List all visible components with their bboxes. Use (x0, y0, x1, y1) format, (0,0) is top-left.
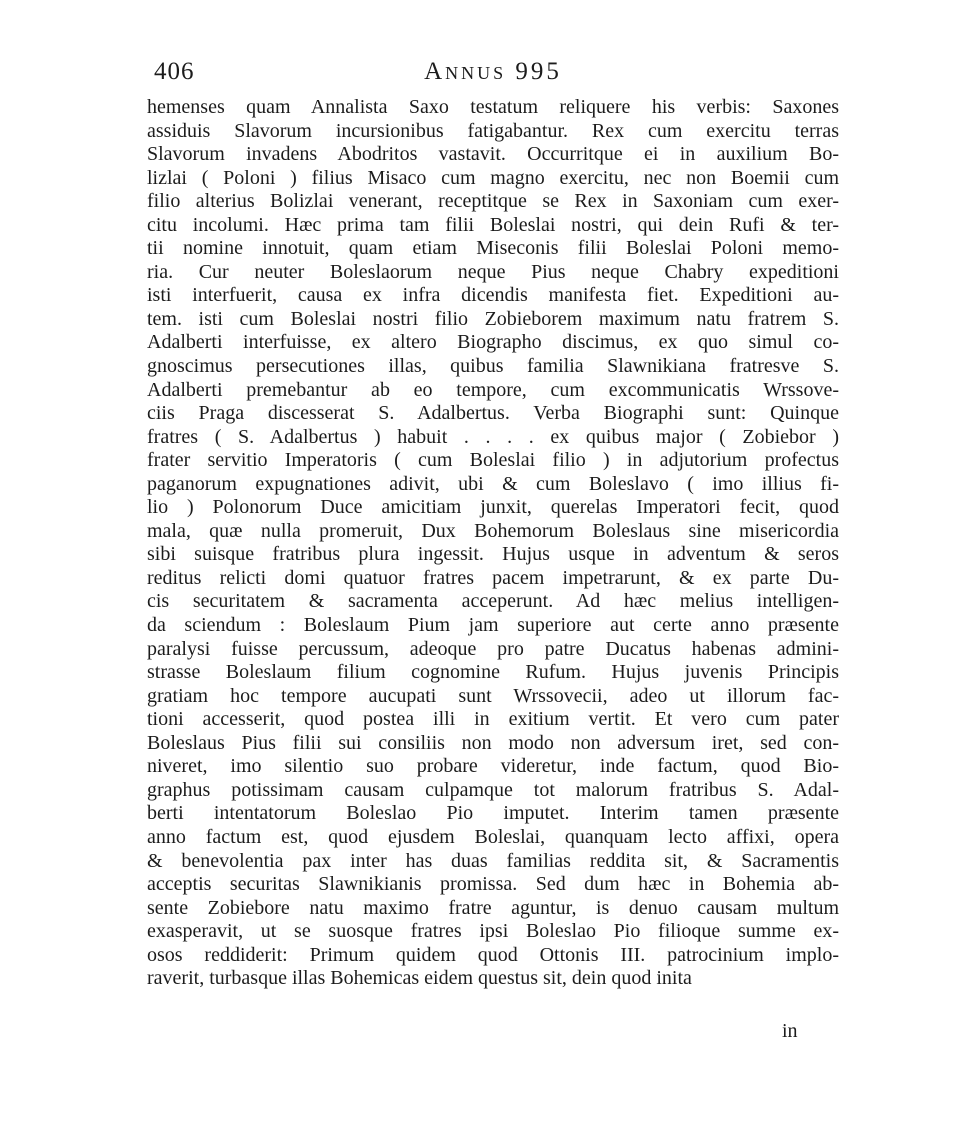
text-line: anno factum est, quod ejusdem Boleslai, quanquam lecto affixi, opera (147, 825, 839, 848)
running-head: Annus 995 (424, 58, 562, 85)
text-line: frater servitio Imperatoris ( cum Boleslai filio ) in adjutorium profectus (147, 449, 839, 472)
page-number: 406 (154, 58, 195, 85)
text-line: cis securitatem & sacramenta acceperunt. Ad hæc melius intelligen- (147, 590, 839, 613)
text-line: tii nomine innotuit, quam etiam Misecоnis filii Boleslai Poloni memo- (147, 237, 839, 260)
text-line: paralysi fuisse percussum, adeoque pro patre Ducatus habenas admini- (147, 637, 839, 660)
text-line: Slavorum invadens Abodritos vastavit. Occurritque ei in auxilium Bo- (147, 143, 839, 166)
text-line: sente Zobiebore natu maximo fratre aguntur, is denuo causam multum (147, 896, 839, 919)
page-header (148, 58, 838, 92)
text-line: citu incolumi. Hæc prima tam filii Boleslai nostri, qui dein Rufi & ter- (147, 213, 839, 236)
text-line: berti intentatorum Boleslao Pio imputet. Interim tamen præsente (147, 802, 839, 825)
text-line: hemenses quam Annalista Saxo testatum reliquere his verbis: Saxones (147, 96, 839, 118)
text-line: Adalberti premebantur ab eo tempore, cum excommunicatis Wrssove- (147, 378, 839, 401)
text-line: acceptis securitas Slawnikianis promissa. Sed dum hæc in Bohemia ab- (147, 873, 839, 896)
text-line: ciis Praga discesserat S. Adalbertus. Verba Biographi sunt: Quinque (147, 402, 839, 425)
catchword: in (782, 1020, 798, 1042)
text-line: osos reddiderit: Primum quidem quod Ottonis III. patrocinium implo- (147, 943, 839, 966)
text-line: gratiam hoc tempore aucupati sunt Wrssovecii, adeo ut illorum fac- (147, 684, 839, 707)
text-line: fratres ( S. Adalbertus ) habuit . . . . ex quibus major ( Zobiebor ) (147, 425, 839, 448)
text-line: isti interfuerit, causa ex infra dicendis manifesta fiet. Expeditioni au- (147, 284, 839, 307)
text-line: da sciendum : Boleslaum Pium jam superiore aut certe anno præsente (147, 614, 839, 637)
text-line: ria. Cur neuter Boleslaorum neque Pius neque Chabry expeditioni (147, 260, 839, 283)
text-line: & benevolentia pax inter has duas familias reddita sit, & Sacramentis (147, 849, 839, 872)
text-line: Boleslaus Pius filii sui consiliis non modo non adversum iret, sed con- (147, 731, 839, 754)
text-line: tioni accesserit, quod postea illi in exitium vertit. Et vero cum pater (147, 708, 839, 731)
text-line: mala, quæ nulla promeruit, Dux Bohemorum Boleslaus sine misericordia (147, 519, 839, 542)
text-line: Adalberti interfuisse, ex altero Biographo discimus, ex quo simul co- (147, 331, 839, 354)
text-line: sibi suisque fratribus plura ingessit. Hujus usque in adventum & seros (147, 543, 839, 566)
text-line: gnoscimus persecutiones illas, quibus familia Slawnikiana fratresve S. (147, 355, 839, 378)
text-line: assiduis Slavorum incursionibus fatigabantur. Rex cum exercitu terras (147, 119, 839, 142)
text-line: strasse Boleslaum filium cognomine Rufum. Hujus juvenis Principis (147, 661, 839, 684)
text-line: graphus potissimam causam culpamque tot malorum fratribus S. Adal- (147, 778, 839, 801)
text-line: lio ) Polonorum Duce amicitiam junxit, querelas Imperatori fecit, quod (147, 496, 839, 519)
text-line: paganorum expugnationes adivit, ubi & cum Boleslavo ( imo illius fi- (147, 472, 839, 495)
text-line: reditus relicti domi quatuor fratres pacem impetrarunt, & ex parte Du- (147, 566, 839, 589)
text-line: raverit, turbasque illas Bohemicas eidem questus sit, dein quod inita (147, 967, 692, 990)
text-line: exasperavit, ut se suosque fratres ipsi Boleslao Pio filioque summe ex- (147, 920, 839, 943)
text-line: niveret, imo silentio suo probare videretur, inde factum, quod Bio- (147, 755, 839, 778)
text-line: lizlai ( Poloni ) filius Misaco cum magno exercitu, nec non Boemii cum (147, 166, 839, 189)
text-line: tem. isti cum Boleslai nostri filio Zobieborem maximum natu fratrem S. (147, 307, 839, 330)
body-text (147, 96, 839, 991)
text-line: filio alterius Bolizlai venerant, receptitque se Rex in Saxoniam cum exer- (147, 190, 839, 213)
